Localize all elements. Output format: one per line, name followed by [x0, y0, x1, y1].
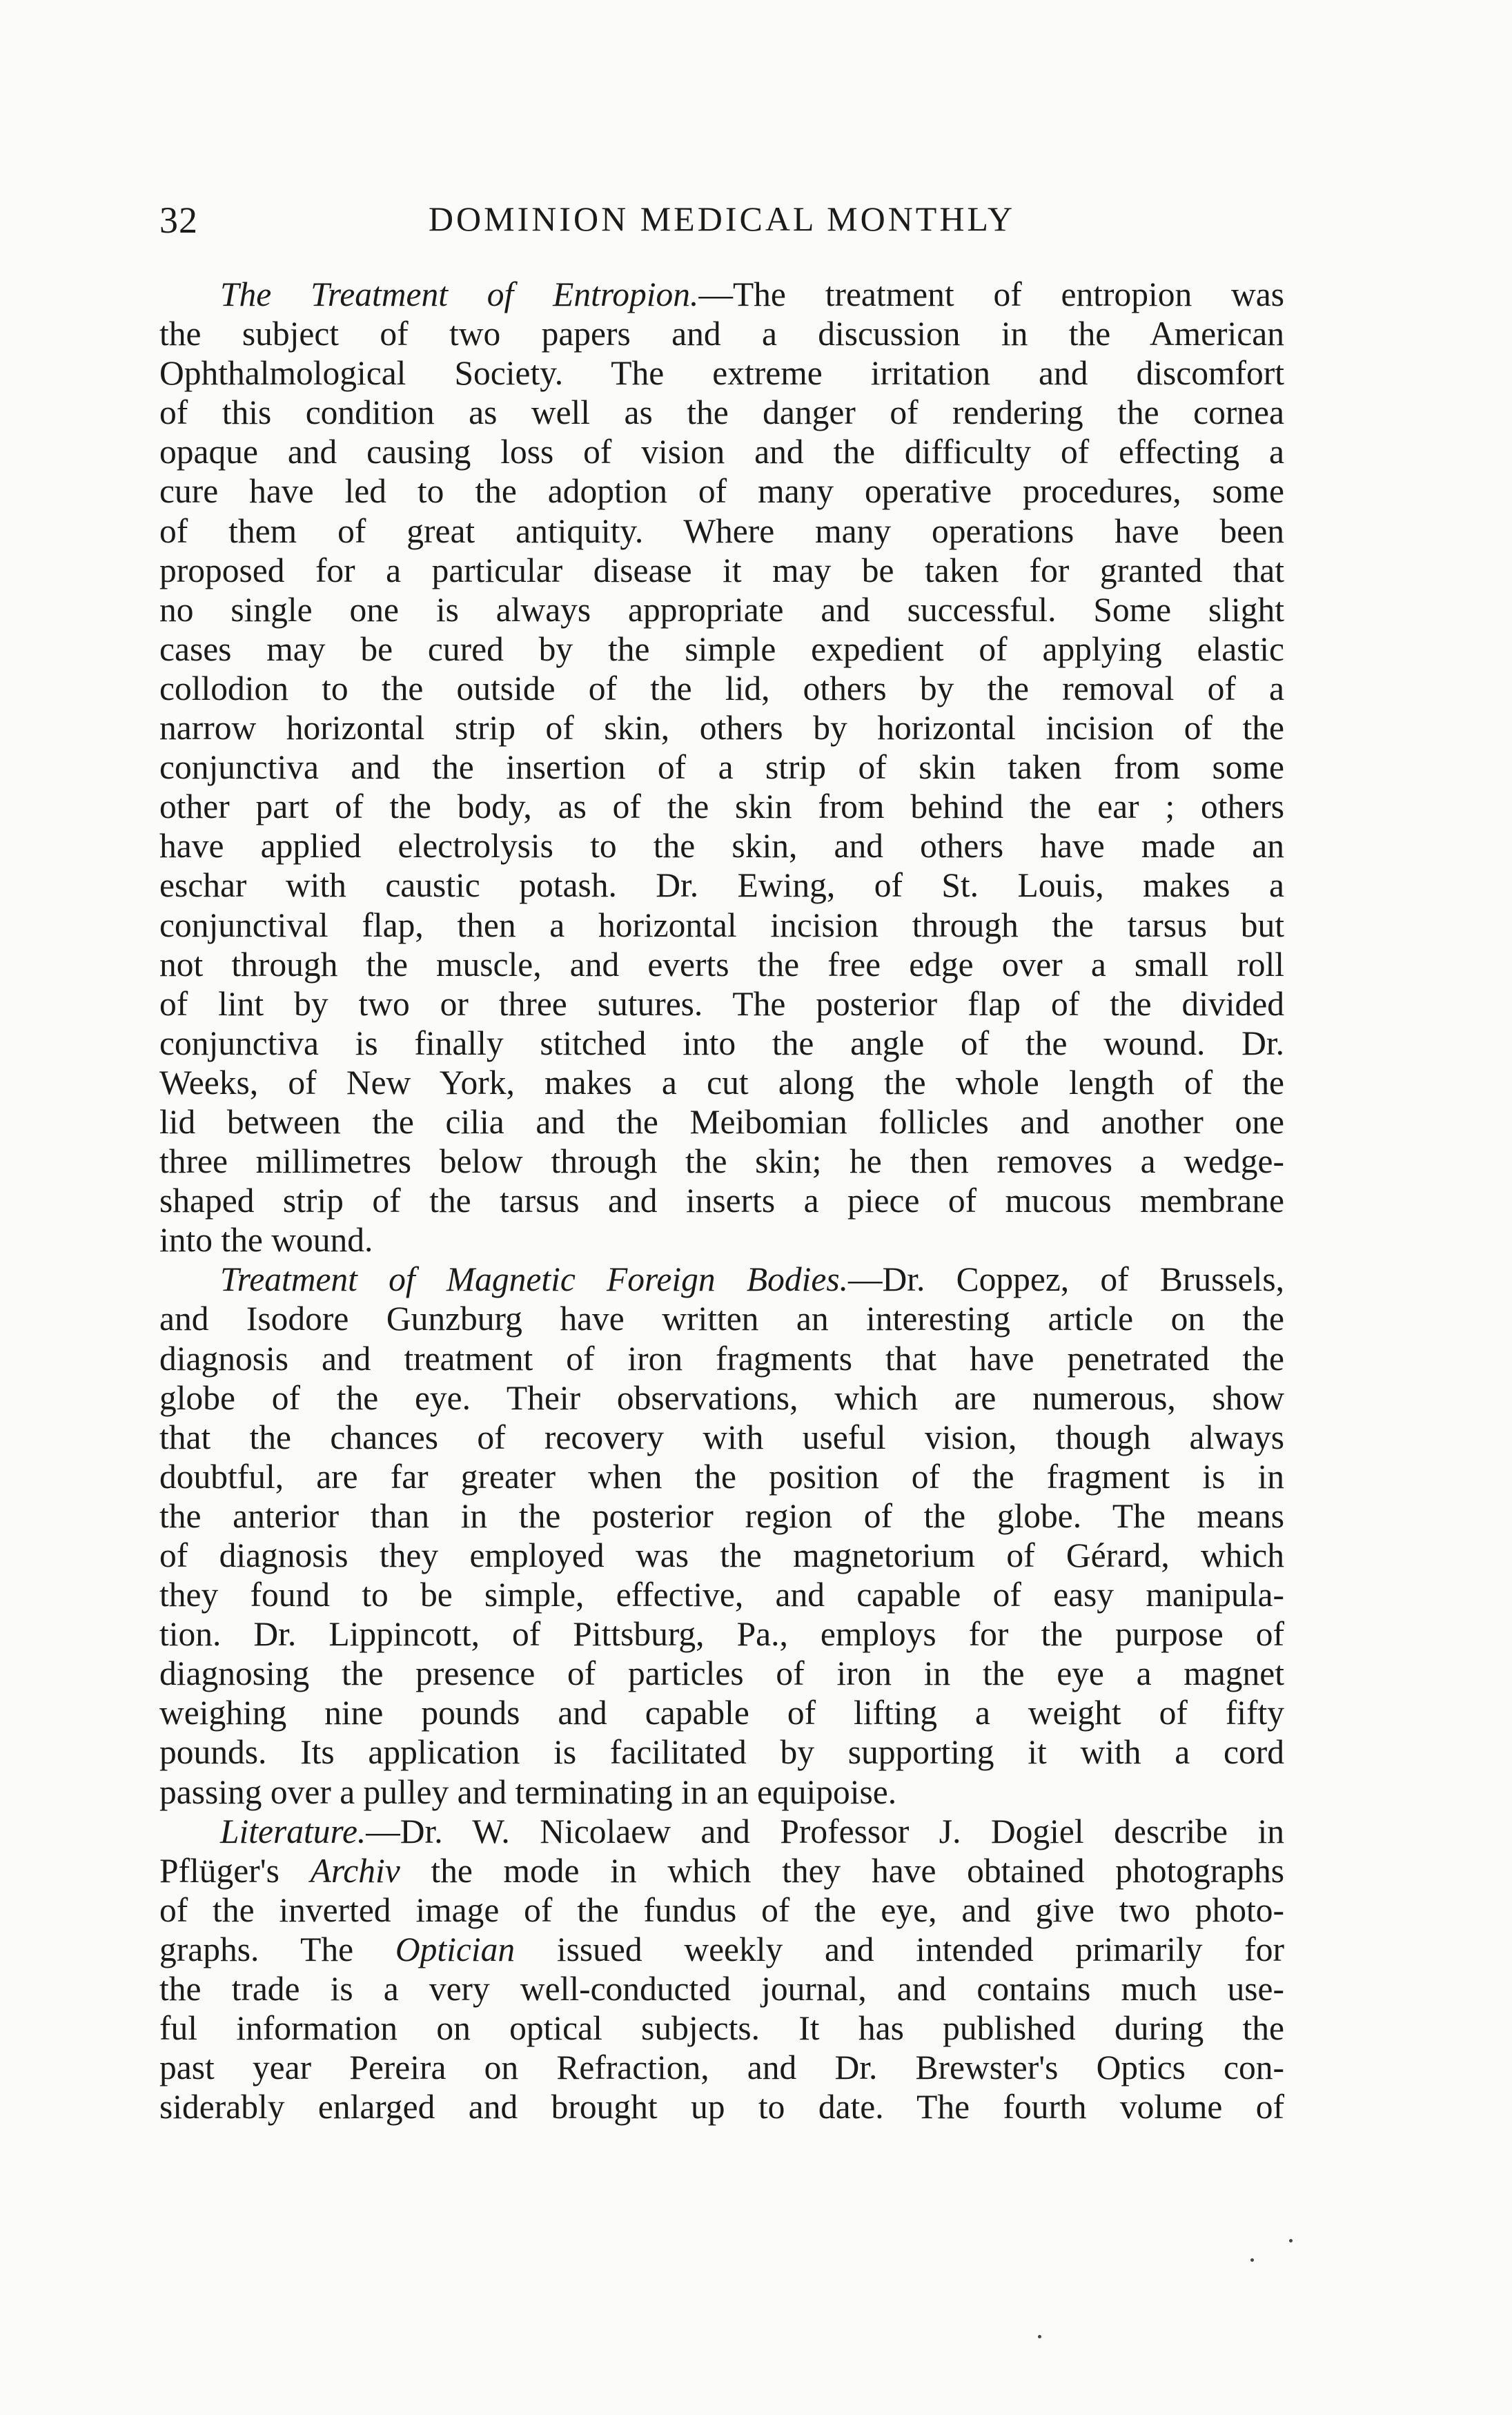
page-header [159, 199, 1284, 247]
text-line: of this condition as well as the danger of rendering the cornea [159, 393, 1284, 432]
text-line: and Isodore Gunzburg have written an interesting article on the [159, 1300, 1284, 1338]
running-head: DOMINION MEDICAL MONTHLY [428, 199, 1016, 238]
text-line: of lint by two or three sutures. The posterior flap of the divided [159, 984, 1284, 1023]
text-line: globe of the eye. Their observations, which are numerous, show [159, 1378, 1284, 1417]
text-line: graphs. The Optician issued weekly and intended primarily for [159, 1930, 1285, 1968]
text-line: have applied electrolysis to the skin, and others have made an [159, 827, 1284, 866]
section-title-literature: Literature. [220, 1812, 366, 1850]
text-line: ful information on optical subjects. It has published during the [159, 2009, 1284, 2048]
text-line: Treatment of Magnetic Foreign Bodies.—Dr. Coppez, of Brussels, [220, 1260, 1284, 1299]
paragraph-magnetic-foreign-bodies [159, 1260, 1284, 1811]
text-line: collodion to the outside of the lid, others by the removal of a [159, 669, 1284, 707]
text-line: conjunctiva is finally stitched into the angle of the wound. Dr. [159, 1024, 1284, 1062]
section-title-magnetic: Treatment of Magnetic Foreign Bodies. [220, 1260, 848, 1299]
text-line: lid between the cilia and the Meibomian follicles and another one [159, 1102, 1284, 1141]
text-line: shaped strip of the tarsus and inserts a piece of mucous membrane [159, 1182, 1284, 1220]
text-line: proposed for a particular disease it may be taken for granted that [159, 551, 1284, 589]
page-number: 32 [159, 199, 198, 241]
text-line: cases may be cured by the simple expedient of applying elastic [159, 629, 1284, 668]
paragraph-literature [159, 1812, 1284, 2127]
text-line: of diagnosis they employed was the magnetorium of Gérard, which [159, 1536, 1284, 1574]
text-line: cure have led to the adoption of many operative procedures, some [159, 472, 1284, 511]
text-line: the subject of two papers and a discussion in the American [159, 315, 1284, 353]
text-line: tion. Dr. Lippincott, of Pittsburg, Pa., employs for the purpose of [159, 1615, 1284, 1654]
text-line: three millimetres below through the skin; he then removes a wedge- [159, 1142, 1284, 1181]
text-line: diagnosis and treatment of iron fragments that have penetrated the [159, 1339, 1284, 1378]
text-line: that the chances of recovery with useful vision, though always [159, 1418, 1284, 1456]
text-line: conjunctival flap, then a horizontal incision through the tarsus but [159, 906, 1284, 944]
text-line: pounds. Its application is facilitated by supporting it with a cord [159, 1733, 1284, 1772]
text-line: the trade is a very well-conducted journal, and contains much use- [159, 1970, 1284, 2008]
text-line: the anterior than in the posterior region of the globe. The means [159, 1496, 1284, 1535]
text-line: passing over a pulley and terminating in an equipoise. [159, 1772, 897, 1811]
text-line: opaque and causing loss of vision and the difficulty of effecting a [159, 433, 1284, 471]
text-line: into the wound. [159, 1221, 373, 1260]
text-line: of them of great antiquity. Where many operations have been [159, 511, 1284, 550]
text-line: eschar with caustic potash. Dr. Ewing, of St. Louis, makes a [159, 866, 1284, 905]
text-line: Weeks, of New York, makes a cut along the whole length of the [159, 1063, 1284, 1102]
text-line: Pflüger's Archiv the mode in which they have obtained photographs [159, 1851, 1284, 1890]
paragraph-entropion [159, 275, 1284, 1260]
text-line: other part of the body, as of the skin from behind the ear ; others [159, 788, 1284, 826]
article-body [159, 275, 1284, 2126]
text-line: they found to be simple, effective, and capable of easy manipula- [159, 1576, 1284, 1614]
section-title-entropion: The Treatment of Entropion. [220, 275, 699, 313]
text-line: Ophthalmological Society. The extreme irritation and discomfort [159, 354, 1284, 393]
text-line: narrow horizontal strip of skin, others by horizontal incision of the [159, 709, 1284, 747]
text-line: conjunctiva and the insertion of a strip of skin taken from some [159, 748, 1284, 787]
text-line: diagnosing the presence of particles of iron in the eye a magnet [159, 1654, 1284, 1693]
text-line: weighing nine pounds and capable of lifting a weight of fifty [159, 1694, 1284, 1732]
text-line: no single one is always appropriate and successful. Some slight [159, 590, 1284, 629]
text-line: doubtful, are far greater when the position of the fragment is in [159, 1457, 1284, 1496]
text-line: not through the muscle, and everts the free edge over a small roll [159, 945, 1284, 984]
text-line: siderably enlarged and brought up to date. The fourth volume of [159, 2088, 1284, 2126]
text-line: The Treatment of Entropion.—The treatment of entropion was [220, 275, 1285, 313]
text-line: past year Pereira on Refraction, and Dr. Brewster's Optics con- [159, 2049, 1284, 2087]
text-line: Literature.—Dr. W. Nicolaew and Professor J. Dogiel describe in [220, 1812, 1284, 1850]
text-line: of the inverted image of the fundus of the eye, and give two photo- [159, 1890, 1284, 1929]
